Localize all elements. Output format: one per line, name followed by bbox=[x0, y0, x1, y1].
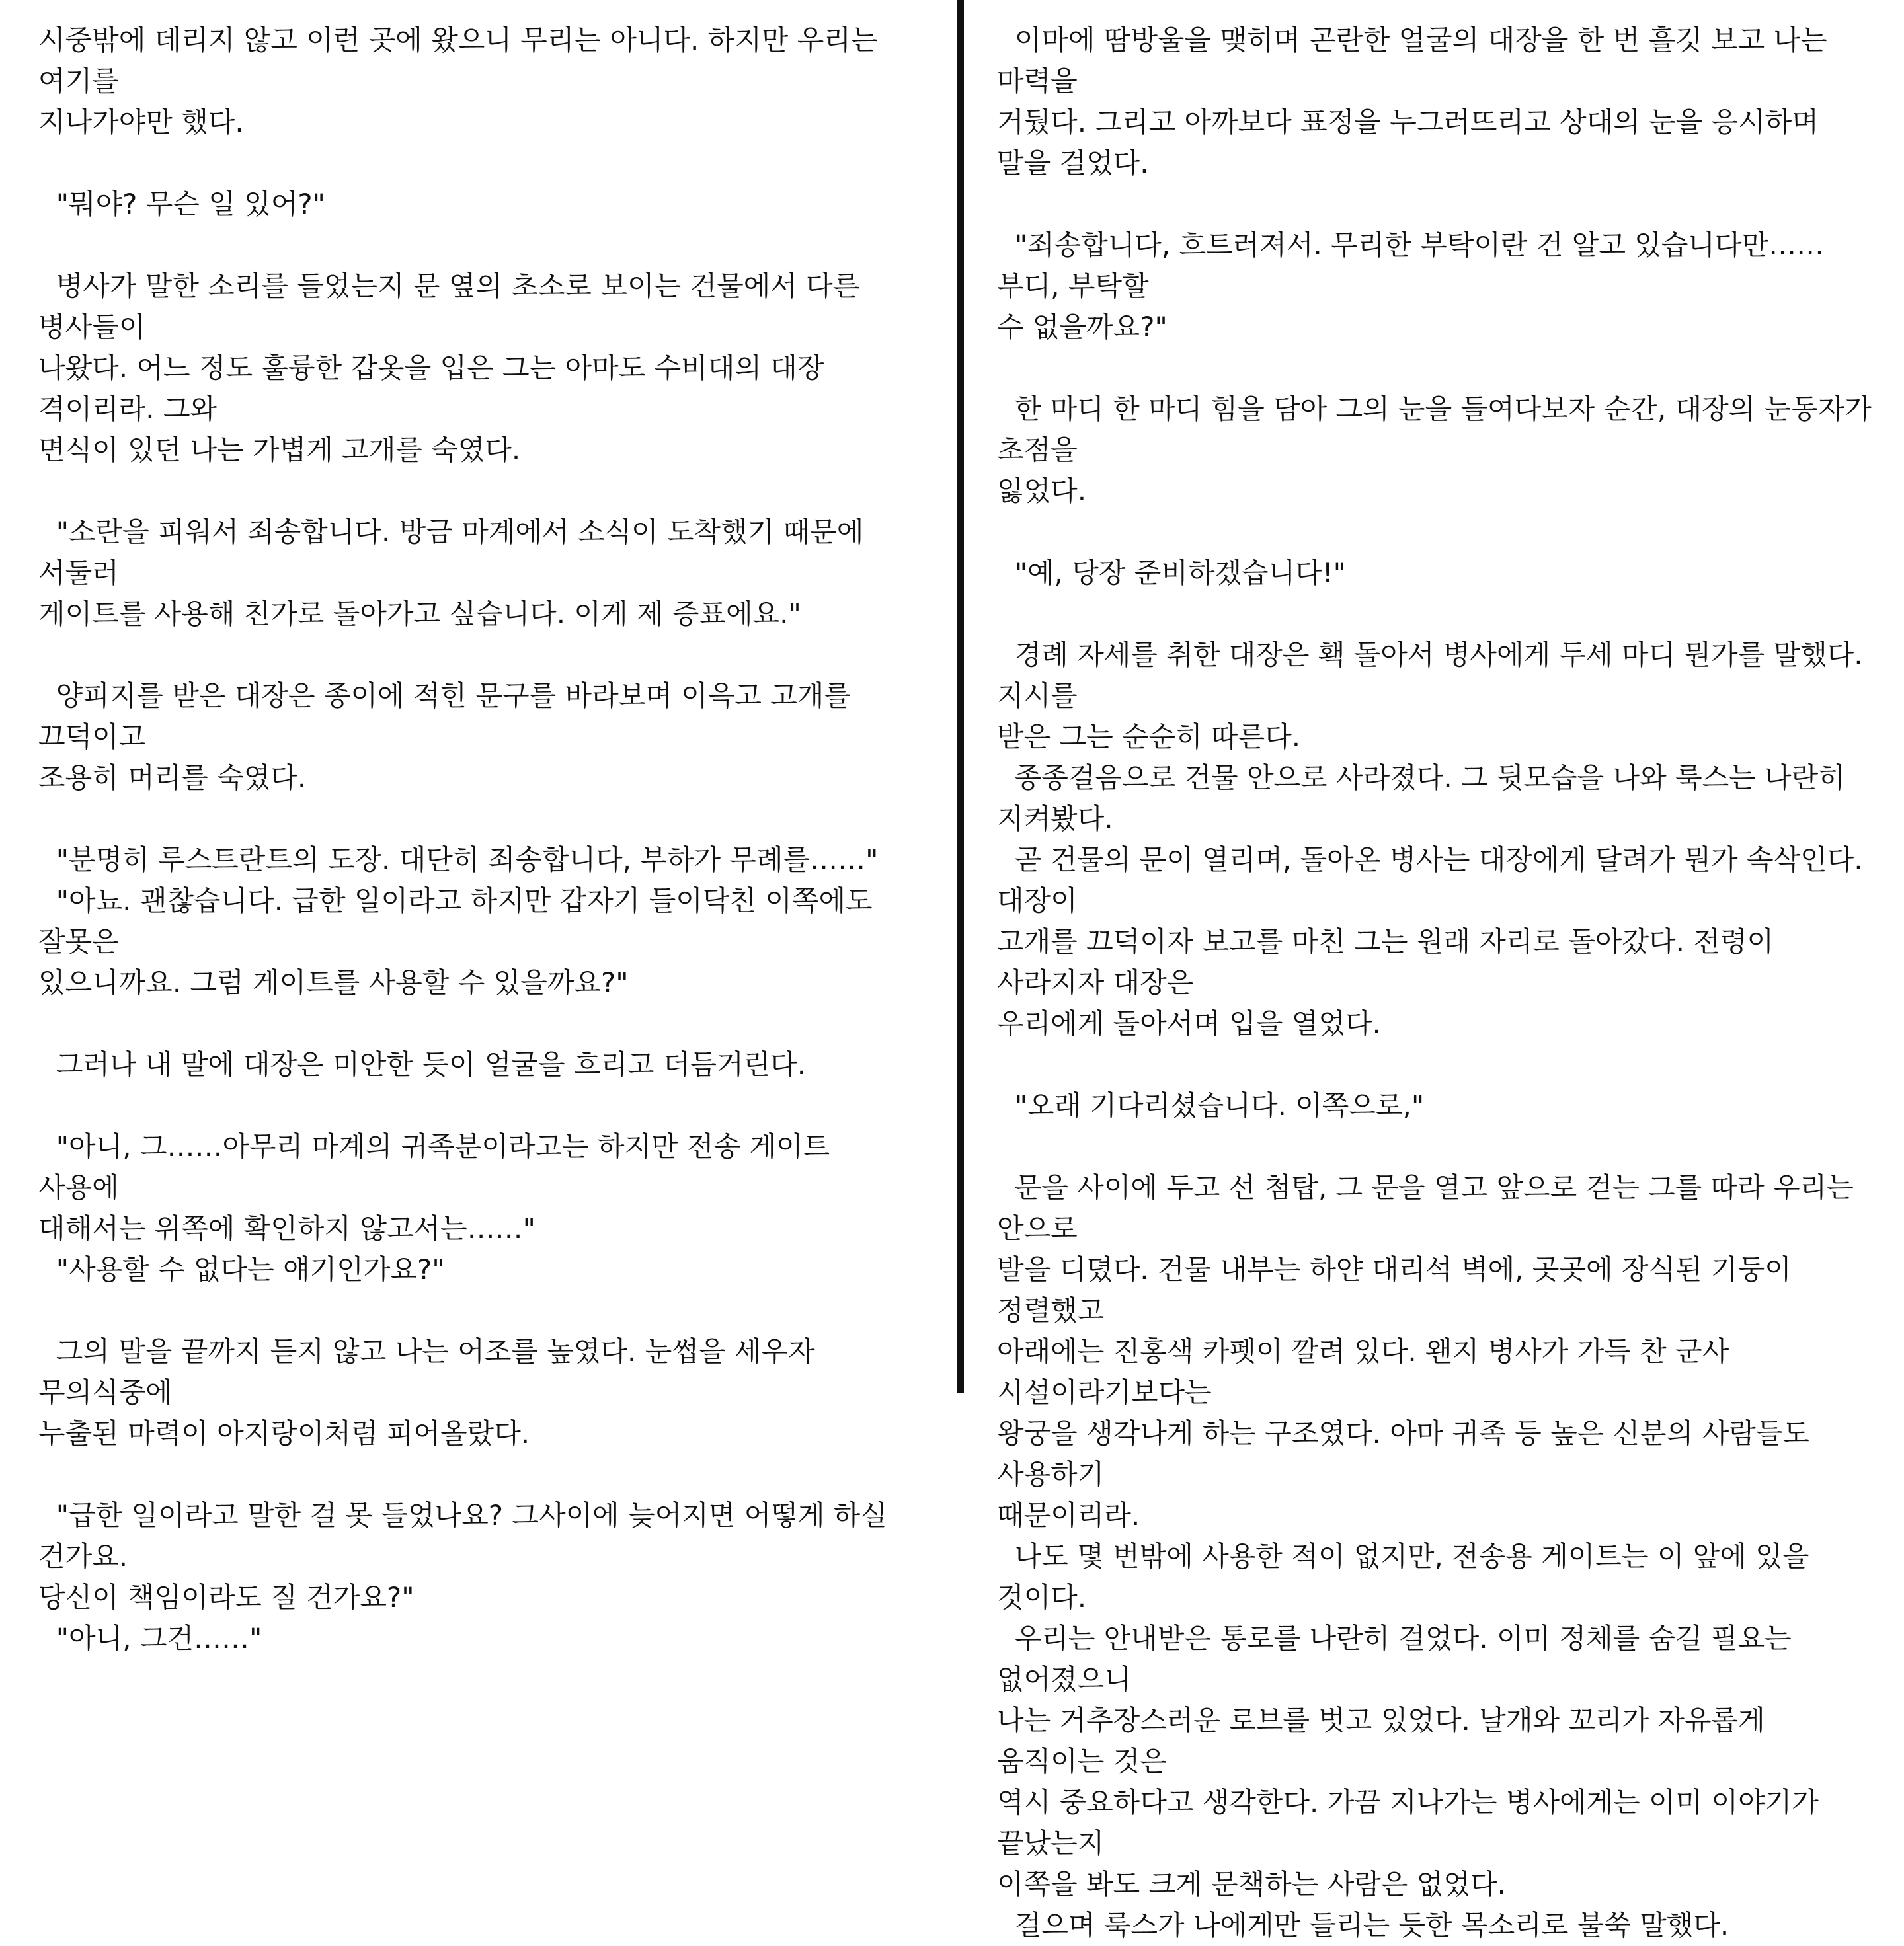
paragraph-gap bbox=[997, 1044, 1878, 1085]
right-paragraph-12: 걸으며 룩스가 나에게만 들리는 듯한 목소리로 불쑥 말했다. bbox=[997, 1909, 1729, 1941]
left-paragraph-8: 그러나 내 말에 대장은 미안한 듯이 얼굴을 흐리고 더듬거린다. bbox=[38, 1048, 807, 1081]
paragraph-gap bbox=[997, 348, 1878, 389]
paragraph-gap bbox=[997, 512, 1878, 553]
paragraph-gap bbox=[38, 1454, 911, 1495]
right-paragraph-3: 한 마디 한 마디 힘을 담아 그의 눈을 들여다보자 순간, 대장의 눈동자가 초점을 잃었다. bbox=[997, 393, 1872, 507]
paragraph-gap bbox=[38, 798, 911, 839]
left-paragraph-4: "소란을 피워서 죄송합니다. 방금 마계에서 소식이 도착했기 때문에 서둘러 게이트를 사용해 친가로 돌아가고 싶습니다. 이게 제 증표에요." bbox=[38, 516, 864, 630]
left-paragraph-2: "뭐야? 무슨 일 있어?" bbox=[38, 188, 325, 220]
left-paragraph-12: "급한 일이라고 말한 걸 못 들었나요? 그사이에 늦어지면 어떻게 하실 건가요. 당신이 책임이라도 질 건가요?" bbox=[38, 1499, 887, 1614]
right-paragraph-11: 우리는 안내받은 통로를 나란히 걸었다. 이미 정체를 숨길 필요는 없어졌으니 나는 거추장스러운 로브를 벗고 있었다. 날개와 꼬리가 자유롭게 움직이는 것은 역시 중요하다고 생각한다. 가끔 지나가는 병사에게는 이미 이야기가 끝났는지 이쪽을 봐도 크게 문책하는 사람은 없었다. bbox=[997, 1622, 1819, 1900]
right-paragraph-5: 경례 자세를 취한 대장은 홱 돌아서 병사에게 두세 마디 뭔가를 말했다. 지시를 받은 그는 순순히 따른다. bbox=[997, 639, 1863, 753]
paragraph-gap bbox=[38, 471, 911, 512]
right-page bbox=[964, 0, 1904, 1941]
left-paragraph-11: 그의 말을 끝까지 듣지 않고 나는 어조를 높였다. 눈썹을 세우자 무의식중에 누출된 마력이 아지랑이처럼 피어올랐다. bbox=[38, 1335, 815, 1450]
paragraph-gap bbox=[38, 143, 911, 184]
paragraph-gap bbox=[997, 184, 1878, 225]
paragraph-gap bbox=[38, 225, 911, 266]
right-paragraph-9: 문을 사이에 두고 선 첨탑, 그 문을 열고 앞으로 걷는 그를 따라 우리는 안으로 발을 디뎠다. 건물 내부는 하얀 대리석 벽에, 곳곳에 장식된 기둥이 정렬했고 아래에는 진홍색 카펫이 깔려 있다. 왠지 병사가 가득 찬 군사 시설이라기보다는 왕궁을 생각나게 하는 구조였다. 아마 귀족 등 높은 신분의 사람들도 사용하기 때문이리라. bbox=[997, 1171, 1854, 1532]
right-paragraph-8: "오래 기다리셨습니다. 이쪽으로," bbox=[997, 1089, 1425, 1122]
left-paragraph-7: "아뇨. 괜찮습니다. 급한 일이라고 하지만 갑자기 들이닥친 이쪽에도 잘못은 있으니까요. 그럼 게이트를 사용할 수 있을까요?" bbox=[38, 884, 873, 999]
paragraph-gap bbox=[997, 1126, 1878, 1167]
left-paragraph-3: 병사가 말한 소리를 들었는지 문 옆의 초소로 보이는 건물에서 다른 병사들이 나왔다. 어느 정도 훌륭한 갑옷을 입은 그는 아마도 수비대의 대장 격이리라. 그와 면식이 있던 나는 가볍게 고개를 숙였다. bbox=[38, 270, 860, 466]
page-divider bbox=[957, 0, 964, 1393]
left-paragraph-10: "사용할 수 없다는 얘기인가요?" bbox=[38, 1253, 445, 1286]
right-paragraph-10: 나도 몇 번밖에 사용한 적이 없지만, 전송용 게이트는 이 앞에 있을 것이다. bbox=[997, 1540, 1818, 1614]
paragraph-gap bbox=[38, 1085, 911, 1126]
right-paragraph-1: 이마에 땀방울을 맺히며 곤란한 얼굴의 대장을 한 번 흘깃 보고 나는 마력을 거뒀다. 그리고 아까보다 표정을 누그러뜨리고 상대의 눈을 응시하며 말을 걸었다. bbox=[997, 24, 1827, 179]
left-paragraph-6: "분명히 루스트란트의 도장. 대단히 죄송합니다, 부하가 무례를……" bbox=[38, 843, 879, 876]
left-paragraph-13: "아니, 그건……" bbox=[38, 1622, 262, 1654]
right-paragraph-6: 종종걸음으로 건물 안으로 사라졌다. 그 뒷모습을 나와 룩스는 나란히 지켜봤다. bbox=[997, 761, 1854, 835]
left-page bbox=[0, 0, 957, 1654]
paragraph-gap bbox=[997, 594, 1878, 635]
right-paragraph-4: "예, 당장 준비하겠습니다!" bbox=[997, 557, 1346, 589]
right-paragraph-7: 곧 건물의 문이 열리며, 돌아온 병사는 대장에게 달려가 뭔가 속삭인다. 대장이 고개를 끄덕이자 보고를 마친 그는 원래 자리로 돌아갔다. 전령이 사라지자 대장은 우리에게 돌아서며 입을 열었다. bbox=[997, 843, 1863, 1040]
right-paragraph-2: "죄송합니다, 흐트러져서. 무리한 부탁이란 건 알고 있습니다만……부디, 부탁할 수 없을까요?" bbox=[997, 229, 1825, 343]
paragraph-gap bbox=[38, 1003, 911, 1044]
paragraph-gap bbox=[38, 1290, 911, 1331]
paragraph-gap bbox=[38, 635, 911, 676]
left-paragraph-9: "아니, 그……아무리 마계의 귀족분이라고는 하지만 전송 게이트 사용에 대해서는 위쪽에 확인하지 않고서는……" bbox=[38, 1130, 830, 1245]
left-paragraph-1: 시중밖에 데리지 않고 이런 곳에 왔으니 무리는 아니다. 하지만 우리는 여기를 지나가야만 했다. bbox=[38, 24, 878, 138]
left-paragraph-5: 양피지를 받은 대장은 종이에 적힌 문구를 바라보며 이윽고 고개를 끄덕이고 조용히 머리를 숙였다. bbox=[38, 680, 851, 794]
